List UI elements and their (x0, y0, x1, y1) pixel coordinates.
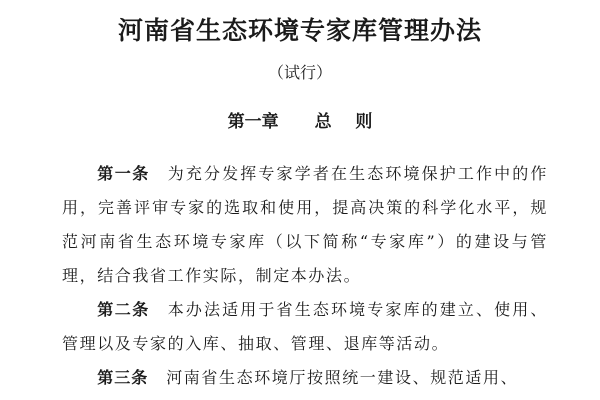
article-label: 第一条 (97, 164, 150, 183)
document-subtitle: （试行） (267, 63, 332, 82)
article-body (62, 157, 548, 395)
document-title: 河南省生态环境专家库管理办法 (117, 16, 482, 45)
chapter-name: 总 则 (314, 112, 373, 132)
chapter-heading (0, 110, 600, 134)
article-text: 河南省生态环境厅按照统一建设、规范适用、 (166, 368, 519, 387)
article-label: 第二条 (97, 300, 150, 319)
chapter-number: 第一章 (227, 112, 279, 132)
article-2 (62, 293, 548, 361)
article-text: 为充分发挥专家学者在生态环境保护工作中的作用，完善评审专家的选取和使用，提高决策的科学化水平，规范河南省生态环境专家库（以下简称“专家库”）的建设与管理，结合我省工作实际，制定本办法。 (62, 164, 548, 285)
article-label: 第三条 (97, 368, 149, 387)
article-text: 本办法适用于省生态环境专家库的建立、使用、管理以及专家的入库、抽取、管理、退库等活动。 (62, 300, 548, 353)
article-3 (62, 361, 548, 395)
article-1 (62, 157, 548, 293)
